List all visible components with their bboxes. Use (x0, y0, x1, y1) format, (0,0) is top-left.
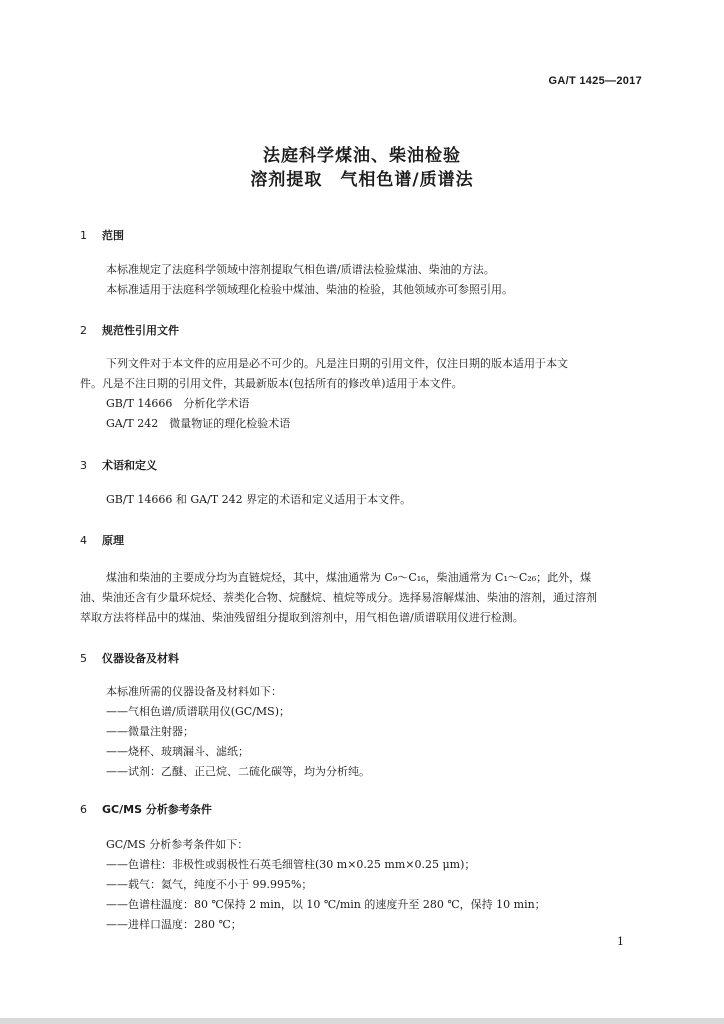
list-item: ——载气：氦气，纯度不小于 99.995%； (106, 878, 313, 891)
document-title-line-1: 法庭科学煤油、柴油检验 (263, 146, 461, 166)
section-heading-principle (80, 532, 124, 548)
list-item: ——气相色谱/质谱联用仪(GC/MS)； (106, 705, 290, 718)
section-title: 仪器设备及材料 (102, 652, 179, 665)
page-number: 1 (617, 935, 624, 948)
section-title: GC/MS 分析参考条件 (102, 803, 212, 816)
section-heading-scope (80, 227, 124, 243)
reference-item: GA/T 242 微量物证的理化检验术语 (106, 417, 291, 430)
section-number: 4 (80, 534, 87, 547)
paragraph-line: 下列文件对于本文件的应用是必不可少的。凡是注日期的引用文件，仅注日期的版本适用于本文 (106, 357, 568, 370)
list-item: ——微量注射器； (106, 725, 194, 738)
paragraph-line: GC/MS 分析参考条件如下： (106, 838, 249, 851)
section-heading-gcms-conditions (80, 801, 212, 817)
paragraph-line: GB/T 14666 和 GA/T 242 界定的术语和定义适用于本文件。 (106, 493, 412, 506)
section-number: 1 (80, 229, 87, 242)
paragraph-line: 本标准适用于法庭科学领域理化检验中煤油、柴油的检验，其他领域亦可参照引用。 (106, 283, 513, 296)
section-heading-normative-references (80, 322, 179, 338)
section-number: 6 (80, 803, 87, 816)
section-heading-terms (80, 457, 157, 473)
paragraph-line: 萃取方法将样品中的煤油、柴油残留组分提取到溶剂中，用气相色谱/质谱联用仪进行检测。 (80, 611, 524, 624)
section-title: 规范性引用文件 (102, 324, 179, 337)
section-title: 范围 (102, 229, 124, 242)
list-item: ——烧杯、玻璃漏斗、滤纸； (106, 745, 249, 758)
document-title-line-2: 溶剂提取 气相色谱/质谱法 (250, 170, 474, 190)
paragraph-line: 煤油和柴油的主要成分均为直链烷烃，其中，煤油通常为 C₉～C₁₆，柴油通常为 C₁～C₂₆；此外，煤 (106, 571, 592, 584)
section-heading-apparatus (80, 650, 179, 666)
list-item: ——试剂：乙醚、正己烷、二硫化碳等，均为分析纯。 (106, 765, 370, 778)
list-item: ——色谱柱温度：80 ℃保持 2 min，以 10 ℃/min 的速度升至 280 ℃，保持 10 min； (106, 898, 546, 911)
reference-item: GB/T 14666 分析化学术语 (106, 397, 250, 410)
list-item: ——色谱柱：非极性或弱极性石英毛细管柱(30 m×0.25 mm×0.25 μm)； (106, 858, 476, 871)
section-number: 5 (80, 652, 87, 665)
paragraph-line: 油、柴油还含有少量环烷烃、萘类化合物、烷醚烷、植烷等成分。选择易溶解煤油、柴油的溶剂，通过溶剂 (80, 591, 597, 604)
section-number: 3 (80, 459, 87, 472)
section-number: 2 (80, 324, 87, 337)
section-title: 术语和定义 (102, 459, 157, 472)
paragraph-line: 本标准规定了法庭科学领域中溶剂提取气相色谱/质谱法检验煤油、柴油的方法。 (106, 263, 495, 276)
paragraph-line: 件。凡是不注日期的引用文件，其最新版本(包括所有的修改单)适用于本文件。 (80, 377, 463, 390)
list-item: ——进样口温度：280 ℃； (106, 918, 242, 931)
paragraph-line: 本标准所需的仪器设备及材料如下： (106, 685, 282, 698)
standard-code: GA/T 1425—2017 (548, 75, 642, 87)
section-title: 原理 (102, 534, 124, 547)
page-bottom-divider (0, 1018, 724, 1024)
